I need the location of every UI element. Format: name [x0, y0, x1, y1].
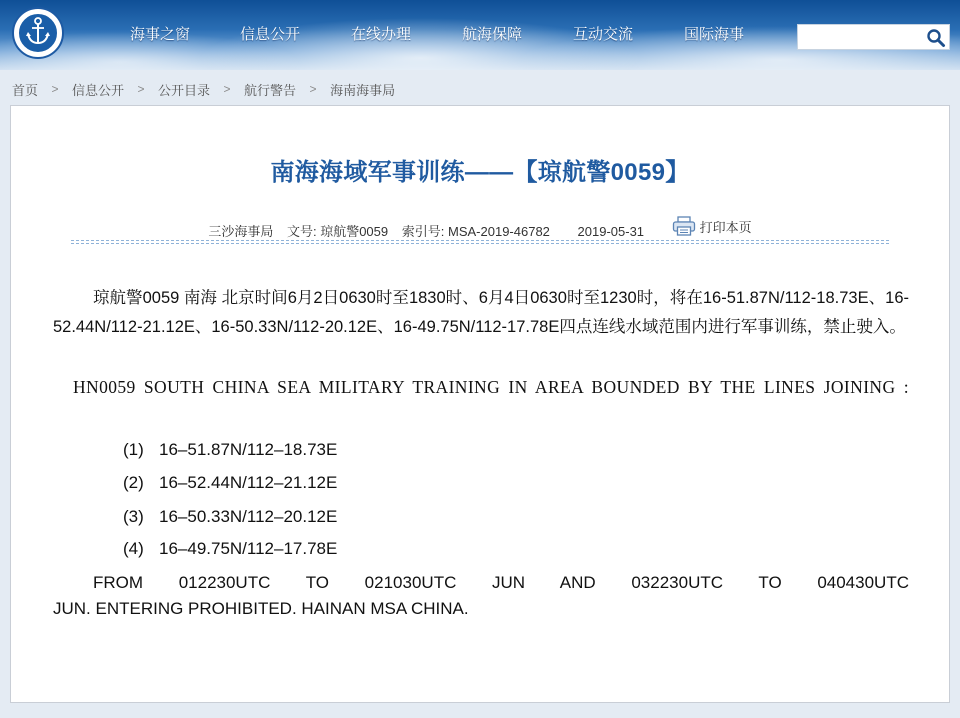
breadcrumb [12, 79, 395, 99]
meta-index-label: 索引号: [401, 224, 445, 239]
chevron-right-icon: > [51, 82, 59, 96]
site-header [0, 0, 960, 70]
search-box [797, 24, 950, 50]
breadcrumb-home[interactable]: 首页 [12, 82, 39, 98]
chevron-right-icon: > [309, 82, 317, 96]
paragraph-chinese: 琼航警0059 南海 北京时间6月2日0630时至1830时、6月4日0630时至1230时，将在16-51.87N/112-18.73E、16-52.44N/112-21.12E、16-50.33N/112-20.12E、16-49.75N/112-17.78E四点连线水域范围内进行军事训练，禁止驶入。 [53, 289, 909, 336]
print-label[interactable]: 打印本页 [699, 219, 752, 235]
coordinate-item [123, 439, 337, 461]
coordinate-number: (1) [123, 440, 144, 459]
meta-date: 2019-05-31 [577, 224, 645, 239]
meta-divider [71, 240, 889, 244]
meta-doc-no-label: 文号: [286, 224, 317, 239]
meta-doc-no: 琼航警0059 [320, 224, 389, 239]
chevron-right-icon: > [223, 82, 231, 96]
coordinate-value: 16–49.75N/112–17.78E [159, 539, 338, 558]
print-button[interactable] [672, 216, 752, 236]
meta-index-no: MSA-2019-46782 [448, 224, 550, 239]
article-title: 南海海域军事训练——【琼航警0059】 [270, 159, 690, 186]
breadcrumb-hainan-msa[interactable]: 海南海事局 [330, 82, 396, 98]
nav-item-navigation-safety[interactable]: 航海保障 [461, 26, 522, 43]
nav-item-interaction[interactable]: 互动交流 [572, 26, 633, 43]
breadcrumb-nav-warning[interactable]: 航行警告 [244, 82, 297, 98]
coordinate-item [123, 472, 337, 494]
search-input[interactable] [802, 28, 917, 46]
msa-logo[interactable] [12, 7, 64, 59]
nav-item-international[interactable]: 国际海事 [683, 26, 744, 43]
breadcrumb-info-disclosure[interactable]: 信息公开 [72, 82, 125, 98]
coordinate-item [123, 506, 337, 528]
coordinate-number: (4) [123, 539, 144, 558]
coordinate-value: 16–51.87N/112–18.73E [159, 440, 338, 459]
search-icon[interactable] [926, 28, 946, 48]
article-card [10, 105, 950, 703]
breadcrumb-catalog[interactable]: 公开目录 [158, 82, 211, 98]
article-meta [11, 216, 949, 240]
nav-item-online-service[interactable]: 在线办理 [350, 26, 411, 43]
paragraph-prohibition: JUN. ENTERING PROHIBITED. HAINAN MSA CHINA. [53, 599, 469, 618]
chevron-right-icon: > [137, 82, 145, 96]
coordinate-number: (3) [123, 507, 144, 526]
nav-item-maritime-window[interactable]: 海事之窗 [129, 26, 190, 43]
paragraph-period: FROM 012230UTC TO 021030UTC JUN AND 032230UTC TO 040430UTC [93, 573, 909, 592]
anchor-icon [23, 15, 53, 47]
nav-item-info-disclosure[interactable]: 信息公开 [239, 26, 300, 43]
coordinate-number: (2) [123, 473, 144, 492]
meta-issuer: 三沙海事局 [208, 224, 274, 239]
coordinate-item [123, 538, 337, 560]
coordinate-value: 16–50.33N/112–20.12E [159, 507, 338, 526]
coordinate-value: 16–52.44N/112–21.12E [159, 473, 338, 492]
paragraph-english: HN0059 SOUTH CHINA SEA MILITARY TRAINING IN AREA BOUNDED BY THE LINES JOINING : [73, 377, 909, 397]
printer-icon [672, 216, 696, 236]
